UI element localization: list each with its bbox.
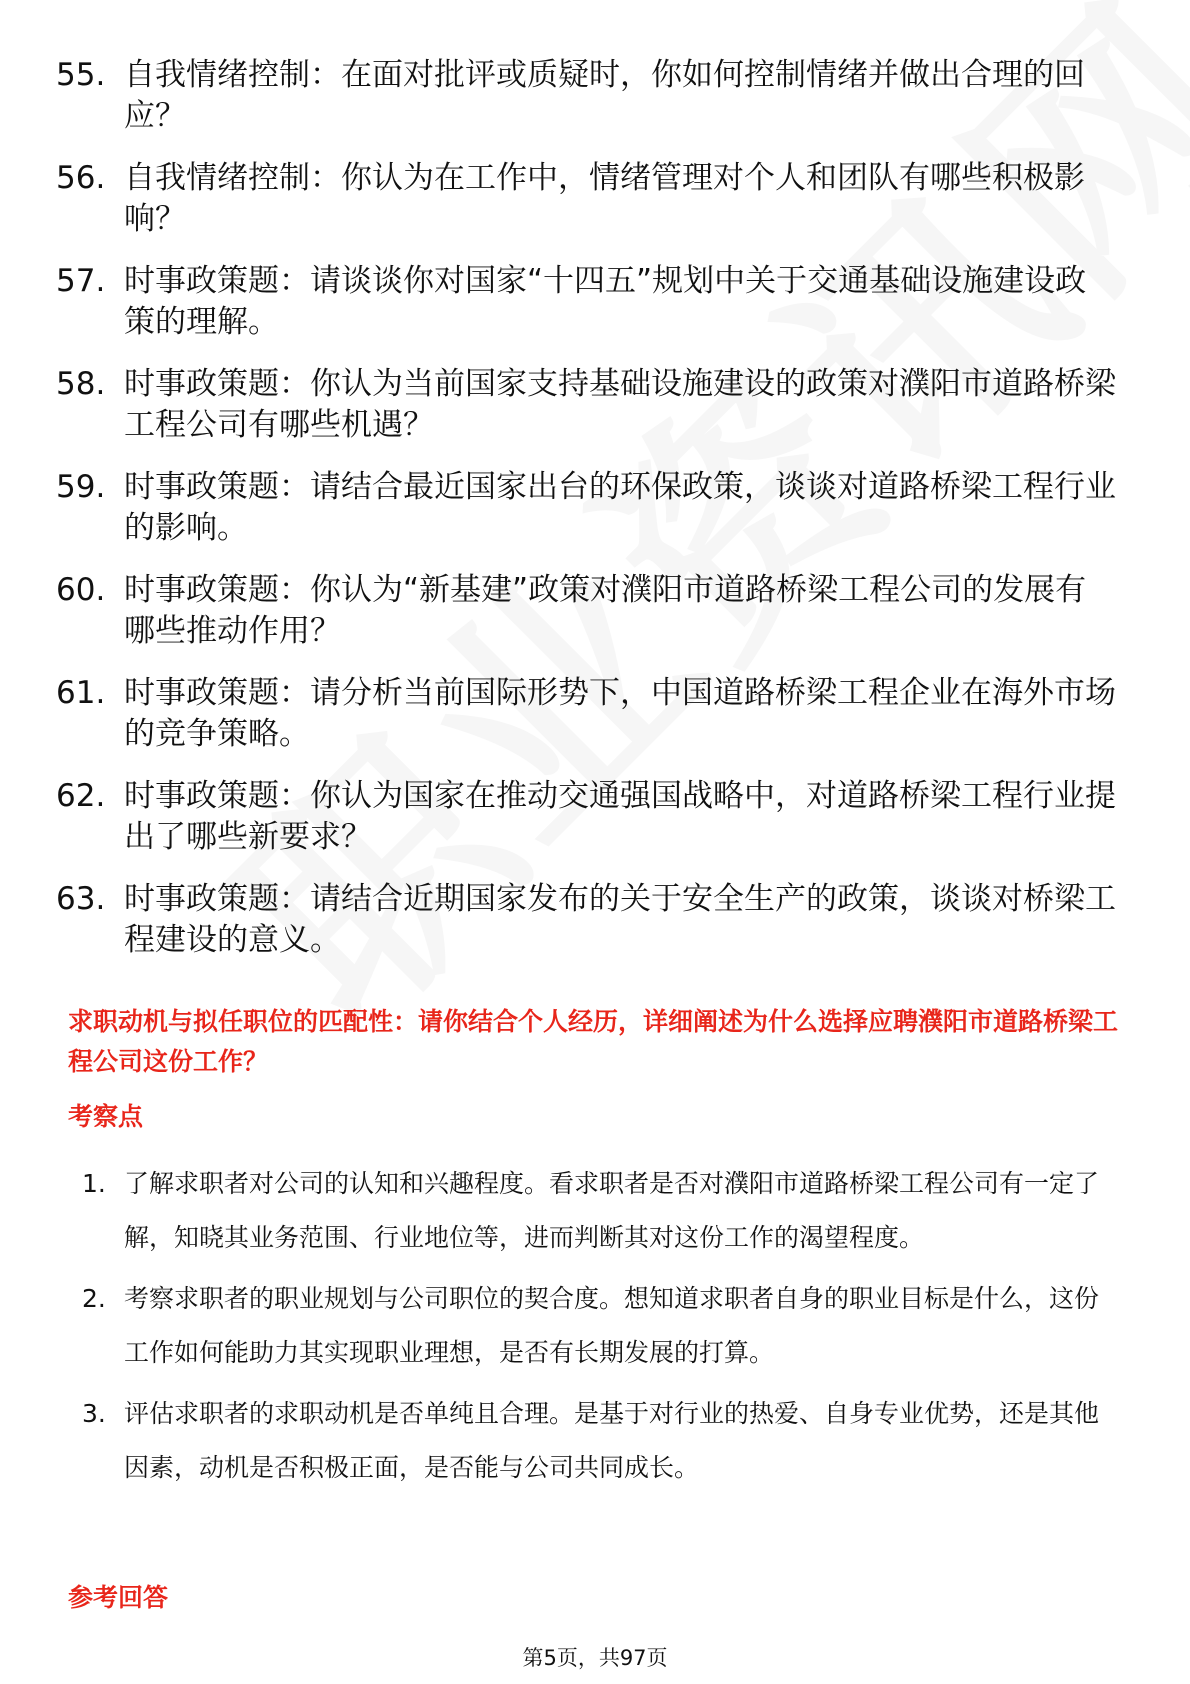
- question-number: 61.: [56, 675, 106, 711]
- question-text: 时事政策题：请分析当前国际形势下，中国道路桥梁工程企业在海外市场的竞争策略。: [124, 675, 1116, 752]
- question-number: 55.: [56, 57, 106, 93]
- point-number: 3.: [82, 1399, 106, 1428]
- question-number: 62.: [56, 778, 106, 814]
- question-text: 时事政策题：请结合近期国家发布的关于安全生产的政策，谈谈对桥梁工程建设的意义。: [124, 881, 1116, 958]
- question-item: [56, 261, 1116, 343]
- question-number: 63.: [56, 881, 106, 917]
- point-item: [82, 1272, 1122, 1380]
- points-title: 考察点: [68, 1102, 144, 1131]
- question-list: [56, 55, 1116, 982]
- question-text: 自我情绪控制：你认为在工作中，情绪管理对个人和团队有哪些积极影响？: [124, 160, 1085, 237]
- question-item: [56, 55, 1116, 137]
- points-list: [82, 1157, 1122, 1502]
- question-item: [56, 158, 1116, 240]
- question-item: [56, 364, 1116, 446]
- question-text: 时事政策题：请结合最近国家出台的环保政策，谈谈对道路桥梁工程行业的影响。: [124, 469, 1116, 546]
- point-text: 了解求职者对公司的认知和兴趣程度。看求职者是否对濮阳市道路桥梁工程公司有一定了解，知晓其业务范围、行业地位等，进而判断其对这份工作的渴望程度。: [124, 1169, 1100, 1252]
- question-item: [56, 776, 1116, 858]
- page-footer: 第5页，共97页: [522, 1646, 668, 1670]
- question-item: [56, 673, 1116, 755]
- question-text: 自我情绪控制：在面对批评或质疑时，你如何控制情绪并做出合理的回应？: [124, 57, 1085, 134]
- point-text: 评估求职者的求职动机是否单纯且合理。是基于对行业的热爱、自身专业优势，还是其他因素，动机是否积极正面，是否能与公司共同成长。: [124, 1399, 1100, 1482]
- question-number: 58.: [56, 366, 106, 402]
- question-number: 57.: [56, 263, 106, 299]
- question-number: 56.: [56, 160, 106, 196]
- point-number: 1.: [82, 1169, 106, 1198]
- question-text: 时事政策题：你认为“新基建”政策对濮阳市道路桥梁工程公司的发展有哪些推动作用？: [124, 572, 1087, 649]
- point-text: 考察求职者的职业规划与公司职位的契合度。想知道求职者自身的职业目标是什么，这份工作如何能助力其实现职业理想，是否有长期发展的打算。: [124, 1284, 1100, 1367]
- question-number: 59.: [56, 469, 106, 505]
- question-item: [56, 570, 1116, 652]
- question-item: [56, 879, 1116, 961]
- question-number: 60.: [56, 572, 106, 608]
- point-item: [82, 1387, 1122, 1495]
- question-text: 时事政策题：你认为国家在推动交通强国战略中，对道路桥梁工程行业提出了哪些新要求？: [124, 778, 1116, 855]
- answer-title: 参考回答: [68, 1583, 169, 1612]
- question-item: [56, 467, 1116, 549]
- question-text: 时事政策题：请谈谈你对国家“十四五”规划中关于交通基础设施建设政策的理解。: [124, 263, 1087, 340]
- point-number: 2.: [82, 1284, 106, 1313]
- point-item: [82, 1157, 1122, 1265]
- section-heading: 求职动机与拟任职位的匹配性：请你结合个人经历，详细阐述为什么选择应聘濮阳市道路桥梁工程公司这份工作？: [68, 1007, 1119, 1076]
- question-text: 时事政策题：你认为当前国家支持基础设施建设的政策对濮阳市道路桥梁工程公司有哪些机遇？: [124, 366, 1116, 443]
